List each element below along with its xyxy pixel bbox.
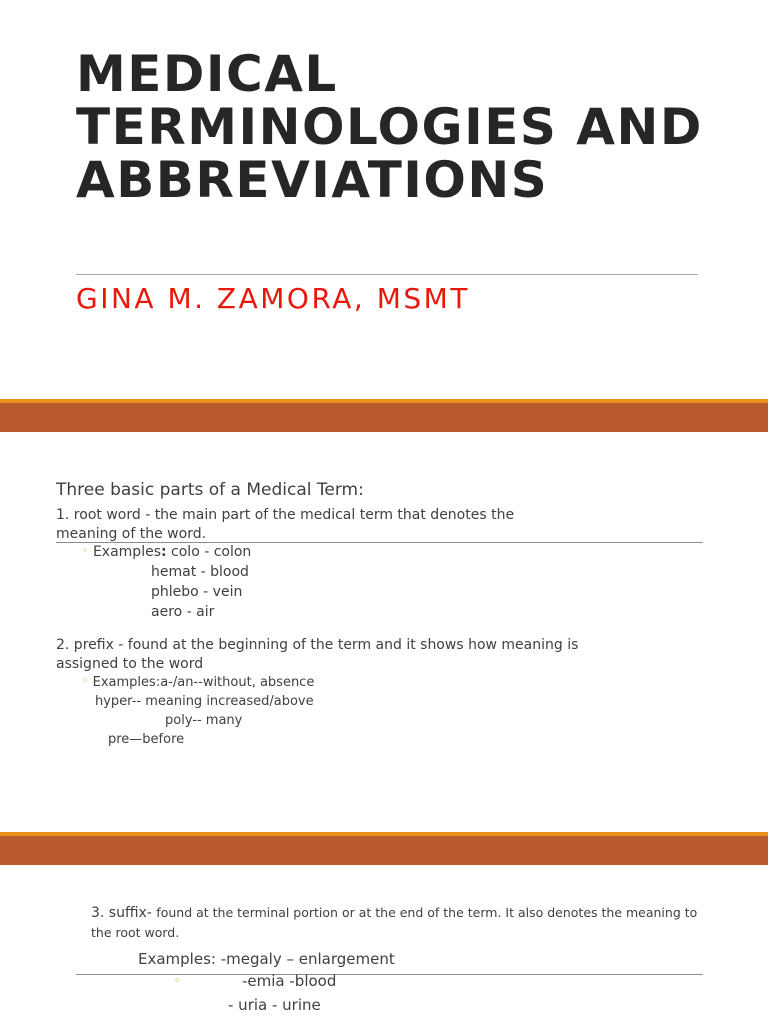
paragraph-line: 1. root word - the main part of the medical term that denotes the: [56, 507, 515, 523]
suffix-lead: 3. suffix-: [91, 905, 157, 921]
example-text: aero - air: [151, 604, 215, 620]
example-text: -emia -blood: [242, 972, 337, 990]
paragraph-line: [91, 903, 731, 923]
slide-title: [76, 45, 736, 209]
paragraph-line: the root word.: [91, 925, 180, 940]
example-text: Examples:a-/an--without, absence: [92, 675, 315, 690]
example-text: pre—before: [108, 732, 185, 747]
suffix-text: found at the terminal portion or at the end of the term. It also denotes the meaning to: [156, 905, 698, 920]
example-text: colo - colon: [166, 544, 252, 560]
slide-separator: [0, 836, 768, 865]
paragraph-line: 2. prefix - found at the beginning of the term and it shows how meaning is: [56, 637, 579, 653]
example-text: hyper-- meaning increased/above: [95, 694, 314, 709]
example-text: phlebo - vein: [151, 584, 243, 600]
slide-title-line: MEDICAL: [76, 45, 338, 103]
paragraph-root-word: [56, 506, 616, 544]
examples-colon: :: [160, 544, 167, 560]
paragraph-line: meaning of the word.: [56, 526, 207, 542]
title-divider: [76, 274, 698, 275]
hollow-circle-bullet-icon: ◦: [82, 544, 89, 557]
content-divider: [56, 542, 703, 543]
paragraph-line: assigned to the word: [56, 656, 204, 672]
paragraph-prefix: [56, 636, 656, 674]
example-text: Examples: -megaly – enlargement: [138, 950, 395, 968]
paragraph-suffix: [91, 903, 731, 942]
slide-title-line: TERMINOLOGIES AND: [76, 98, 703, 156]
example-text: - uria - urine: [228, 996, 321, 1014]
examples-label: Examples: [92, 544, 161, 560]
slide-separator: [0, 403, 768, 432]
example-text: poly-- many: [165, 713, 243, 728]
example-text: hemat - blood: [151, 564, 249, 580]
author-name: GINA M. ZAMORA, MSMT: [76, 282, 470, 315]
list-item: [82, 544, 251, 560]
hollow-circle-bullet-icon: ◦: [174, 974, 181, 987]
hollow-circle-bullet-icon: ◦: [82, 674, 89, 687]
section-heading: Three basic parts of a Medical Term:: [56, 480, 364, 500]
slide-title-line: ABBREVIATIONS: [76, 151, 549, 209]
list-item: [82, 675, 314, 690]
